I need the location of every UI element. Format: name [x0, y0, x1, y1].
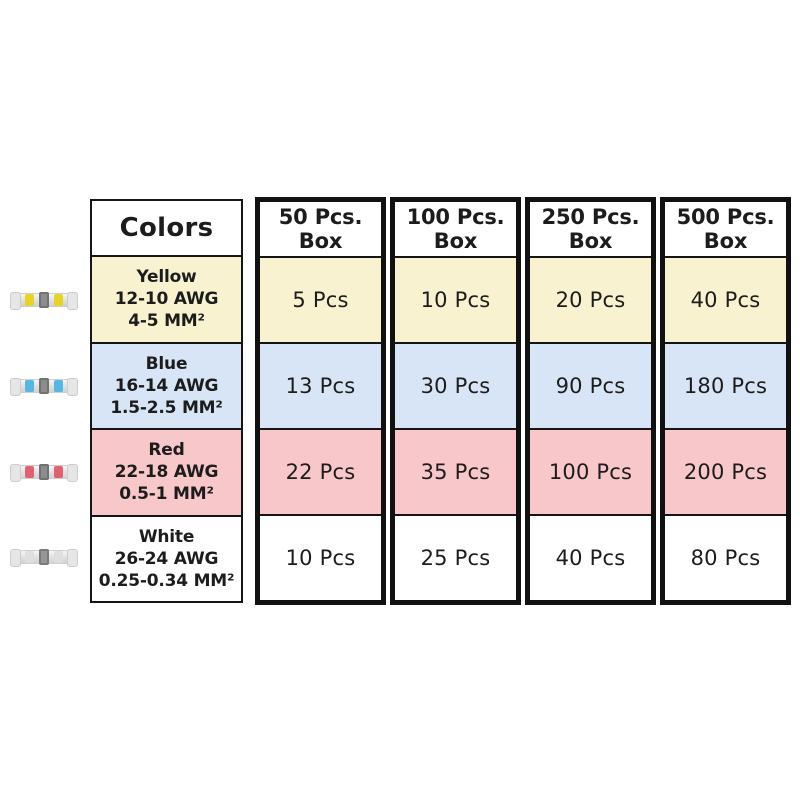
connector-color-ring [25, 551, 34, 563]
color-row-yellow [92, 255, 241, 342]
pcs-value: 5 Pcs [292, 288, 349, 312]
pcs-cell [665, 256, 786, 342]
connector-end-cap [10, 549, 21, 567]
connector-color-ring [25, 380, 34, 392]
red-connector-image [12, 465, 76, 479]
color-row-label [110, 353, 222, 419]
pcs-cell [260, 514, 381, 600]
mm2-range: 0.25-0.34 MM² [98, 570, 235, 591]
box-column-header [395, 202, 516, 256]
pcs-cell [530, 256, 651, 342]
pcs-value: 80 Pcs [690, 546, 761, 570]
pcs-value: 90 Pcs [555, 374, 626, 398]
awg-range: 26-24 AWG [114, 548, 219, 569]
pcs-value: 180 Pcs [683, 374, 768, 398]
pcs-value: 10 Pcs [420, 288, 491, 312]
pcs-value: 100 Pcs [548, 460, 633, 484]
pcs-value: 200 Pcs [683, 460, 768, 484]
pcs-value: 10 Pcs [285, 546, 356, 570]
connector-solder-band [39, 378, 49, 394]
blue-connector-image [12, 379, 76, 393]
connector-color-ring [54, 466, 63, 478]
color-row-red [92, 428, 241, 515]
connector-color-ring [54, 294, 63, 306]
color-name: Yellow [136, 267, 197, 288]
box-column-100pcs [390, 197, 521, 605]
pcs-cell [260, 256, 381, 342]
box-column-header [530, 202, 651, 256]
pcs-value: 40 Pcs [690, 288, 761, 312]
yellow-connector-image [12, 293, 76, 307]
awg-range: 12-10 AWG [114, 289, 219, 310]
pcs-cell [395, 428, 516, 514]
mm2-range: 1.5-2.5 MM² [110, 397, 223, 418]
pcs-value: 25 Pcs [420, 546, 491, 570]
color-row-blue [92, 342, 241, 429]
color-row-white [92, 515, 241, 602]
connector-solder-band [39, 292, 49, 308]
color-row-label [115, 439, 219, 505]
connector-end-cap [67, 464, 78, 482]
box-header-line2: Box [298, 229, 343, 253]
color-name: White [138, 526, 195, 547]
box-column-250pcs [525, 197, 656, 605]
connector-end-cap [67, 292, 78, 310]
pcs-value: 22 Pcs [285, 460, 356, 484]
pcs-cell [395, 514, 516, 600]
connector-end-cap [67, 549, 78, 567]
pcs-cell [395, 256, 516, 342]
awg-range: 22-18 AWG [114, 462, 219, 483]
pcs-cell [665, 514, 786, 600]
colors-header-label: Colors [119, 213, 214, 243]
box-column-500pcs [660, 197, 791, 605]
box-header-line1: 100 Pcs. [406, 204, 505, 229]
connector-color-ring [25, 466, 34, 478]
box-header-line2: Box [433, 229, 478, 253]
pcs-cell [665, 428, 786, 514]
connector-end-cap [67, 378, 78, 396]
color-name: Blue [145, 353, 188, 374]
pcs-value: 20 Pcs [555, 288, 626, 312]
mm2-range: 4-5 MM² [128, 311, 205, 332]
box-column-header [260, 202, 381, 256]
colors-column-header [92, 201, 241, 255]
box-header-line1: 250 Pcs. [541, 204, 640, 229]
pcs-value: 13 Pcs [285, 374, 356, 398]
awg-range: 16-14 AWG [114, 375, 219, 396]
box-column-50pcs [255, 197, 386, 605]
connector-solder-band [39, 549, 49, 565]
pcs-cell [665, 342, 786, 428]
pcs-cell [260, 428, 381, 514]
colors-column [90, 199, 243, 603]
mm2-range: 0.5-1 MM² [119, 484, 214, 505]
connector-color-ring [25, 294, 34, 306]
pcs-value: 30 Pcs [420, 374, 491, 398]
pcs-cell [530, 342, 651, 428]
pcs-value: 40 Pcs [555, 546, 626, 570]
connector-end-cap [10, 378, 21, 396]
pcs-value: 35 Pcs [420, 460, 491, 484]
color-row-label [115, 266, 219, 332]
pcs-cell [530, 428, 651, 514]
box-header-line2: Box [703, 229, 748, 253]
connector-solder-band [39, 464, 49, 480]
connector-end-cap [10, 464, 21, 482]
box-header-line1: 50 Pcs. [278, 204, 363, 229]
connector-color-ring [54, 380, 63, 392]
pcs-cell [395, 342, 516, 428]
connector-color-ring [54, 551, 63, 563]
pcs-cell [530, 514, 651, 600]
color-name: Red [148, 440, 185, 461]
pcs-cell [260, 342, 381, 428]
box-column-header [665, 202, 786, 256]
box-header-line2: Box [568, 229, 613, 253]
box-header-line1: 500 Pcs. [676, 204, 775, 229]
white-connector-image [12, 550, 76, 564]
connector-end-cap [10, 292, 21, 310]
color-row-label [99, 526, 235, 592]
